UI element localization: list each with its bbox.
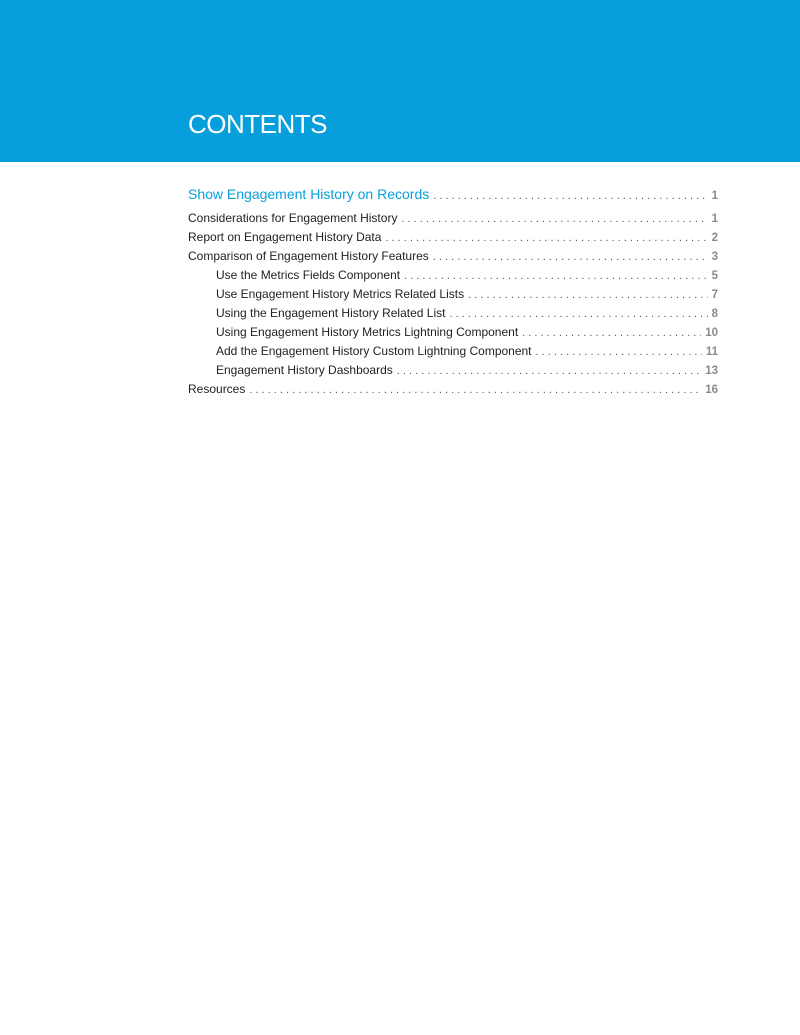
toc-entry-label: Use Engagement History Metrics Related Lists: [216, 287, 465, 301]
header-band: [0, 0, 800, 162]
toc-dot-leader: [468, 286, 707, 304]
toc-entry-label: Resources: [188, 382, 246, 396]
toc-entry-show-engagement-history[interactable]: [188, 184, 718, 204]
toc-page-number: 16: [705, 384, 718, 396]
toc-dot-leader: [404, 267, 708, 285]
toc-entry-metrics-related-lists[interactable]: [216, 285, 718, 303]
toc-entry-report[interactable]: [188, 228, 718, 246]
toc-page-number: 10: [705, 327, 718, 339]
page-title: CONTENTS: [188, 109, 327, 139]
toc-dot-leader: [449, 305, 707, 323]
toc-page-number: 3: [711, 251, 718, 263]
toc-entry-comparison[interactable]: [188, 247, 718, 265]
toc-dot-leader: [433, 248, 708, 266]
toc-entry-label: Report on Engagement History Data: [188, 230, 382, 244]
toc-entry-related-list[interactable]: [216, 304, 718, 322]
toc-entry-label: Add the Engagement History Custom Lightning Component: [216, 344, 532, 358]
toc-page-number: 11: [705, 346, 718, 358]
toc-entry-label: Show Engagement History on Records: [188, 186, 430, 202]
toc-entry-label: Comparison of Engagement History Features: [188, 249, 429, 263]
toc-dot-leader: [536, 343, 702, 361]
toc-entry-considerations[interactable]: [188, 209, 718, 227]
toc-page-number: 1: [711, 190, 718, 202]
toc-dot-leader: [401, 210, 707, 228]
toc-page-number: 5: [711, 270, 718, 282]
toc-dot-leader: [433, 186, 707, 206]
toc-dot-leader: [249, 381, 701, 399]
toc-entry-label: Use the Metrics Fields Component: [216, 268, 401, 282]
toc-entry-label: Engagement History Dashboards: [216, 363, 393, 377]
toc-entry-label: Using the Engagement History Related List: [216, 306, 446, 320]
toc-page-number: 2: [711, 232, 718, 244]
toc-entry-custom-lightning[interactable]: [216, 342, 718, 360]
toc-entry-resources[interactable]: [188, 380, 718, 398]
toc-page-number: 7: [711, 289, 718, 301]
toc-dot-leader: [397, 362, 701, 380]
toc-entry-label: Considerations for Engagement History: [188, 211, 398, 225]
toc-page-number: 13: [705, 365, 718, 377]
toc-entry-metrics-fields[interactable]: [216, 266, 718, 284]
toc-entry-dashboards[interactable]: [216, 361, 718, 379]
toc-dot-leader: [385, 229, 707, 247]
toc-entry-label: Using Engagement History Metrics Lightning Component: [216, 325, 519, 339]
toc-entry-metrics-lightning[interactable]: [216, 323, 718, 341]
toc-page-number: 1: [711, 213, 718, 225]
toc-dot-leader: [522, 324, 701, 342]
toc-page-number: 8: [711, 308, 718, 320]
